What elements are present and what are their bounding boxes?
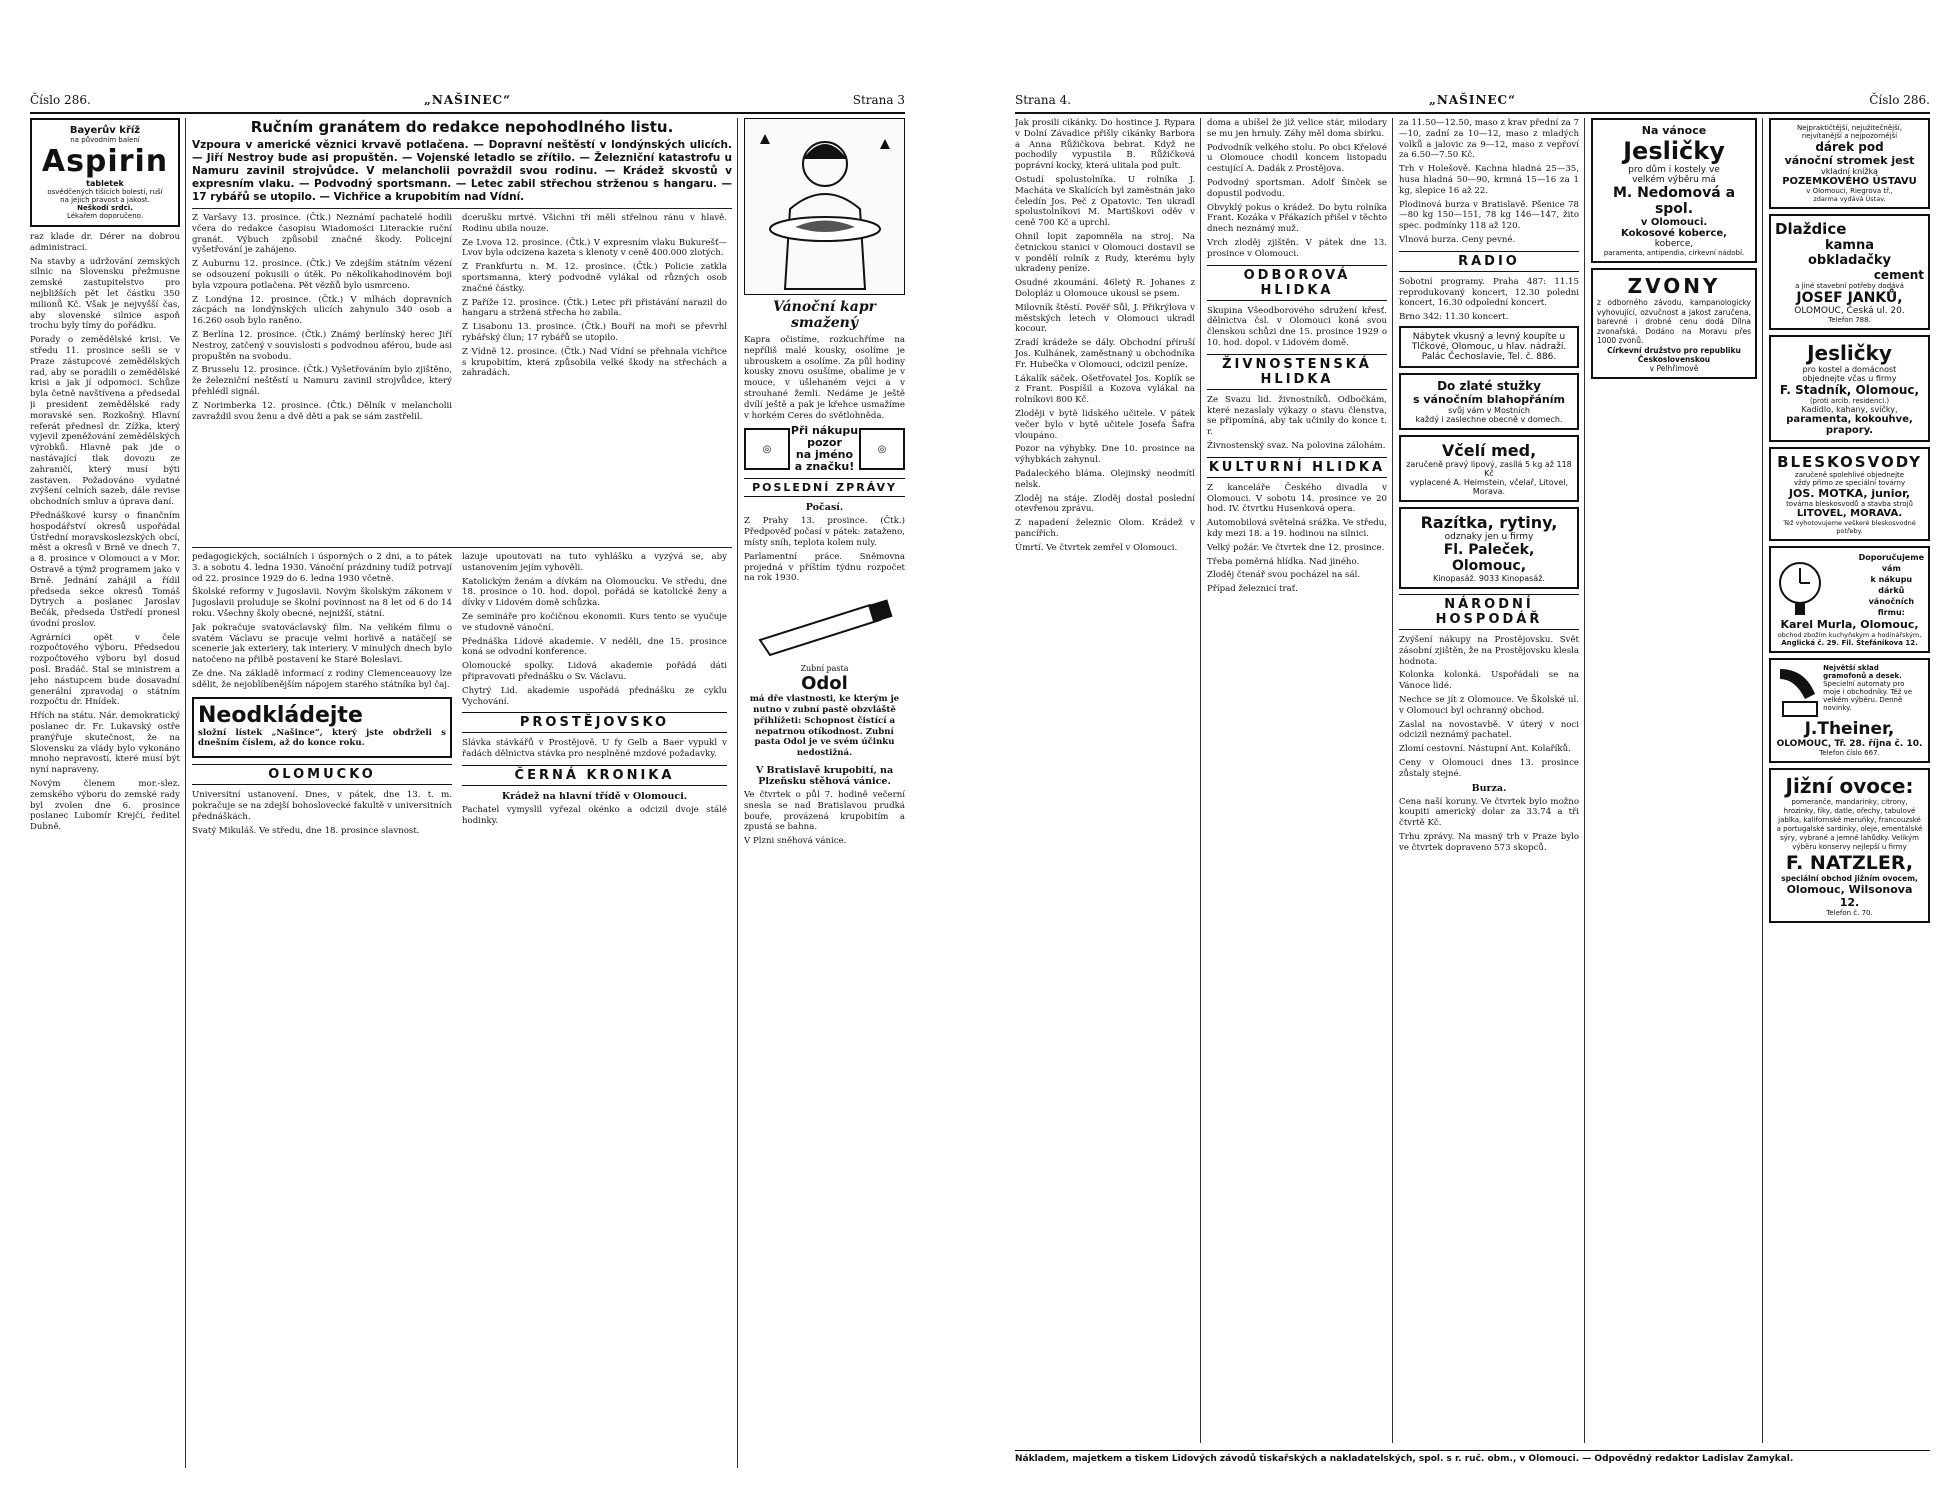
paragraph: Lákalík sáček. Ošetřovatel Jos. Koplík se z Frant. Pospíšil a Kozova vylákal na rolníkovi 800 Kč.	[1015, 373, 1195, 406]
divider	[192, 547, 732, 548]
paragraph: Ohnil lopit zapomněla na stroj. Na četnickou stanici v Olomouci dostavil se v pondělí rolník z Rudy, kterému byly ukradeny peníze.	[1015, 231, 1195, 275]
bleskosvody-line: vždy přímo ze speciální továrny	[1793, 479, 1906, 487]
clock-icon	[1775, 553, 1825, 618]
paragraph: Parlamentní práce. Sněmovna projedná v příštím týdnu rozpočet na rok 1930.	[744, 551, 905, 584]
main-headline: Ručním granátem do redakce nepohodlného listu.	[250, 118, 674, 136]
news-col-b	[462, 213, 727, 382]
paragraph: Z Paříže 12. prosince. (Čtk.) Letec při přistávání narazil do hangaru a stržená střecha ho zabila.	[462, 297, 727, 319]
theiner-line: velkém výběru. Denně novinky.	[1823, 696, 1903, 712]
paragraph: Nechce se jít z Olomouce. Ve Školské ul. v Olomouci byl ochranný obchod.	[1399, 694, 1579, 716]
janku-address: OLOMOUC, Česká ul. 20.	[1794, 306, 1905, 316]
paragraph: za 11.50—12.50, maso z krav přední za 7—10, zadní za 10—12, maso z mladých volků a jalovic za 9—12, maso z vepřoví za 6.50—7.50 Kč.	[1399, 118, 1579, 161]
stadnik-line: objednejte včas u firmy	[1802, 374, 1897, 383]
paragraph: raz klade dr. Dérer na dobrou administraci.	[30, 232, 180, 253]
nedomova-line: v Olomouci.	[1640, 217, 1708, 228]
paragraph: Velký požár. Ve čtvrtek dne 12. prosince.	[1207, 542, 1385, 553]
paragraph: Plodinová burza v Bratislavě. Pšenice 78—80 kg 150—151, 78 kg 146—147, žito spec. podmínky 118 až 120.	[1399, 199, 1579, 232]
theiner-line: gramofonů a desek.	[1823, 672, 1902, 680]
nedomova-line: pro dům i kostely ve	[1628, 165, 1720, 175]
theiner-text	[1823, 664, 1924, 712]
page-footer: Nákladem, majetkem a tiskem Lidových závodů tiskařských a nakladatelských, spol. s r. ruč. obm., v Olomouci. — Odpovědný redaktor Ladislav Zamykal.	[1015, 1450, 1930, 1464]
paragraph: Obvyklý pokus o krádež. Do bytu rolníka Frant. Kozáka v Přákazích přišel v těchto dnech neznámý muž.	[1207, 202, 1387, 235]
column-1	[1015, 118, 1195, 1443]
news-col-a	[192, 213, 452, 425]
ustav-line: zdarma vydává Ústav.	[1813, 195, 1886, 203]
ceres-text	[791, 425, 858, 473]
nedomova-line: Kokosové koberce,	[1621, 228, 1727, 239]
stadnik-line: Jesličky	[1807, 341, 1892, 365]
nabytek-ad	[1399, 326, 1579, 368]
paragraph: Automobilová světelná srážka. Ve středu, kdy mezi 18. a 19. hodinou na silnici.	[1207, 518, 1387, 539]
paragraph: Z Berlína 12. prosince. (Čtk.) Známý berlínský herec Jiří Nestroy, zatčený v souvislosti s podvodnou aférou, bude asi propuštěn na svobodu.	[192, 329, 452, 362]
aspirin-line: tabletek	[86, 179, 124, 188]
pocasi-subhead: Počasí.	[805, 502, 844, 514]
issue-number: Číslo 286.	[1869, 93, 1930, 107]
paragraph: Ceny v Olomouci dnes 13. prosince zůstaly stejné.	[1399, 757, 1579, 779]
paragraph: Universitní ustanovení. Dnes, v pátek, dne 13. t. m. pokračuje se na zdejší bohoslovecké fakultě v universitních přednáškách.	[192, 790, 452, 822]
page-number: Strana 4.	[1015, 93, 1072, 107]
stuzky-line: svůj vám v Mostních	[1448, 405, 1530, 415]
zvony-ad	[1591, 268, 1757, 379]
theiner-name: J.Theiner,	[1804, 719, 1895, 739]
stadnik-name: F. Stadník, Olomouc,	[1779, 383, 1920, 397]
section-odborova: ODBOROVÁ HLIDKA	[1207, 265, 1387, 301]
paragraph: Novým členem mor.-slez. zemského výboru do zemské rady byl zvolen dne 6. prosince poslanec Lubomír Krejčí, ředitel Dubně.	[30, 779, 180, 833]
bleskosvody-name: JOS. MOTKA, junior,	[1788, 487, 1911, 500]
bleskosvody-line: továrna bleskosvodů a stavba strojů	[1786, 500, 1913, 508]
section-kulturni: KULTURNÍ HLIDKA	[1207, 457, 1387, 478]
ceres-line: pozor	[807, 436, 842, 450]
palecek-line: Kinopasáž. 9033 Kinopasáž.	[1433, 573, 1545, 583]
vceli-med-name: Včelí med,	[1441, 440, 1537, 460]
theiner-phone: Telefon číslo 667.	[1819, 749, 1880, 757]
paragraph: Hřích na státu. Nár. demokratický poslanec dr. Fr. Lukavský ostře pranýřuje skutečnost, že na Slovensku za vlády bylo vykonáno mnoho nepravostí, které musí být nyní napraveny.	[30, 711, 180, 776]
ceres-logo-icon: ◎	[859, 428, 905, 470]
odol-line: Zubní pasta	[800, 664, 849, 674]
aspirin-line: na původním balení	[70, 136, 140, 144]
murla-line: Doporučujeme	[1858, 553, 1924, 562]
vceli-med-line: vyplacené A. Heimstein, včelař, Litovel, Morava.	[1409, 477, 1569, 496]
theiner-line: Specielní automaty pro	[1823, 680, 1905, 688]
aspirin-line: Neškodí srdci.	[77, 204, 133, 212]
stuzky-line: s vánočním blahopřáním	[1412, 392, 1565, 406]
nedomova-line: Na vánoce	[1641, 124, 1707, 137]
neodkladejte-box	[192, 697, 452, 759]
natzler-text: pomeranče, mandarinky, citrony, hrozinky, fíky, datle, ořechy, tabulové jablka, kalifornské meruňky, francouzské a portugalské sardinky, oleje, ementálské sýry, vybrané a jemné lahůdky. Velikým výběru konservy nejlepší u firmy	[1776, 798, 1923, 851]
murla-line: k nákupu	[1870, 575, 1913, 584]
aspirin-line: Lékařem doporučeno.	[66, 212, 144, 220]
nedomova-line: velkém výběru má	[1632, 175, 1716, 185]
paragraph: Cena naší koruny. Ve čtvrtek bylo možno koupiti americký dolar za 33.74 a tři čtvrtě Kč.	[1399, 796, 1579, 829]
aspirin-line: Bayerův kříž	[69, 125, 141, 136]
column-2	[1207, 118, 1387, 1443]
lower-col-b	[462, 552, 727, 830]
nedomova-line: koberce,	[1654, 239, 1694, 249]
palecek-ad	[1399, 507, 1579, 589]
paragraph: Podvodný sportsman. Adolf Šinček se dopustil podvodu.	[1207, 177, 1387, 199]
theiner-address: OLOMOUC, Tř. 28. října č. 10.	[1776, 739, 1923, 749]
column-rule	[1200, 118, 1201, 1443]
paragraph: Živnostenský svaz. Na polovina zálohám.	[1207, 440, 1386, 451]
zvony-line: v Pelhřimově	[1649, 363, 1699, 373]
paragraph: Porady o zemědělské krisi. Ve středu 11. prosince sešli se v Praze zástupcové zemědělských rad, aby se poradili o zemědělské krisi a jak jí odpomoci. Schůze byla četně navštívena a předsedal ji president zemědělské rady moravské sen. Rozkošný. Hlavní referát přednesl dr. Zížka, který vyjevil zpeněžování zemědělských výrobků. Hlavně pak jde o nastávající tlak dovozu ze zahraničí, který musí býti zastaven. Požadováno vydatné zvýšení celních sazeb, dále revise obchodních smluv a úprava daní.	[30, 335, 180, 508]
murla-line: firmu:	[1877, 608, 1905, 617]
paragraph: Ze Svazu lid. živnostníků. Odbočkám, které nezaslaly výkazy o stavu členstva, se připomíná, aby tak učinily do konce t. r.	[1207, 394, 1387, 438]
paragraph: Z kanceláře Českého divadla v Olomouci. V sobotu 14. prosince ve 20 hod. IV. čtvrtku Husenková opera.	[1207, 482, 1387, 515]
page-number: Strana 3	[852, 93, 905, 107]
paragraph: Trhu zprávy. Na masný trh v Praze bylo ve čtvrtek dopraveno 573 skopců.	[1399, 831, 1579, 853]
column-5-ads	[1769, 118, 1930, 1443]
natzler-name: F. NATZLER,	[1785, 852, 1914, 874]
ustav-line: vkladní knížka	[1821, 167, 1878, 176]
paragraph: V Plzni sněhová vánice.	[744, 836, 847, 847]
nedomova-ad	[1591, 118, 1757, 263]
page-right	[1015, 90, 1930, 1470]
paragraph: Osudné zkoumání. 46letý R. Johanes z Dolopláz u Olomouce ukousl se psem.	[1015, 278, 1195, 299]
column-3	[1399, 118, 1579, 1443]
paragraph: Vlnová burza. Ceny pevné.	[1399, 234, 1516, 245]
paragraph: Zloděj čtenář svou pocházel na sál.	[1207, 570, 1361, 581]
odol-ad	[744, 590, 905, 759]
bleskosvody-line: Též vyhotovujeme veškeré bleskosvodné potřeby.	[1783, 519, 1916, 535]
nedomova-line: paramenta, antipendia, církevní nádobí.	[1603, 249, 1745, 257]
column-rule	[1584, 118, 1585, 1443]
kronika-subhead: Krádež na hlavní třídě v Olomouci.	[501, 790, 688, 802]
section-zivnostenska: ŽIVNOSTENSKÁ HLIDKA	[1207, 354, 1387, 390]
neodkladejte-title: Neodkládejte	[198, 702, 363, 728]
paragraph: Pozor na výhybky. Dne 10. prosince na výhybkách zahynul.	[1015, 444, 1195, 466]
page-header	[1015, 90, 1930, 114]
odol-tube-icon	[750, 590, 900, 660]
paragraph: Brno 342: 11.30 koncert.	[1399, 312, 1509, 323]
janku-phone: Telefon 788.	[1828, 316, 1871, 324]
palecek-line: Razítka, rytiny,	[1420, 512, 1558, 532]
paragraph: pedagogických, sociálních i úsporných o 2 dni, a to pátek 3. a sobotu 4. ledna 1930. Vánoční prázdniny tudíž potrvají od 22. prosince 1929 do 6. ledna 1930 včetně.	[192, 552, 452, 584]
paragraph: Zvýšení nákupy na Prostějovsku. Svět zásobní zjištěn, že na Prostějovsku klesla hodnota.	[1399, 634, 1579, 667]
janku-line: Dlaždice	[1775, 220, 1847, 238]
stadnik-line: Kadidlo, kahany, svíčky,	[1801, 405, 1898, 414]
murla-ad	[1769, 546, 1930, 653]
nabytek-text: Nábytek vkusný a levný koupíte u Tlčkové, Olomouc, u hlav. nádraží. Palác Čechoslavie, Tel. č. 886.	[1411, 331, 1567, 362]
theiner-line: moje i obchodníky. Též ve	[1823, 688, 1913, 696]
natzler-ad	[1769, 768, 1930, 923]
aspirin-line: osvědčených tišících bolestí, ruší	[47, 188, 163, 196]
paragraph: Ze dne. Na základě informací z rodiny Clemenceauovy lze sdělit, že nejoblíbenějším nápojem starého státníka byl čaj.	[192, 668, 452, 690]
paragraph: Z Lisabonu 13. prosince. (Čtk.) Bouří na moři se převrhl rybářský člun; 17 rybářů se utopilo.	[462, 322, 727, 343]
ustav-line: v Olomouci, Riegrova tř.,	[1806, 187, 1893, 195]
paragraph: Zaslal na novostavbě. V úterý v noci odcizil neznámý pachatel.	[1399, 719, 1579, 741]
janku-line: cement	[1873, 268, 1924, 282]
stadnik-line: paramenta, kokouhve, prapory.	[1786, 414, 1913, 436]
ceres-line: a značku!	[794, 460, 855, 474]
pozemkovy-ustav-ad	[1769, 118, 1930, 209]
bratislava-subhead: V Bratislavě krupobití, na Plzeňsku stěhová vánice.	[755, 764, 894, 787]
paragraph: Z Varšavy 13. prosince. (Čtk.) Neznámí pachatelé hodili včera do redakce časopisu Wiadomości Literackie ruční granát. Výbuch způsobil značné škody. Policejní vyšetřování je zahájeno.	[192, 213, 452, 256]
carp-illustration	[744, 118, 905, 295]
main-story-block	[192, 118, 732, 1468]
paragraph: Ze Lvova 12. prosince. (Čtk.) V expresním vlaku Bukurešť—Lvov byla odcizena kazeta s klenoty v ceně 400.000 zlotých.	[462, 237, 727, 259]
neodkladejte-text: složní lístek „Našince“, který jste obdrželi s dnešním číslem, až do konce roku.	[198, 727, 446, 749]
paragraph: Zloděj na stáje. Zloděj dostal poslední otevřenou zprávu.	[1015, 493, 1195, 515]
paragraph: Chytrý Lid. akademie uspořádá přednášku ze cyklu Vychování.	[462, 685, 727, 707]
ceres-logo-icon: ◎	[744, 428, 790, 470]
ceres-line: na jméno	[795, 448, 854, 462]
burza-subhead: Burza.	[1471, 782, 1507, 794]
paragraph: Úmrtí. Ve čtvrtek zemřel v Olomouci.	[1015, 542, 1178, 553]
murla-line: vám	[1881, 564, 1901, 573]
palecek-line: odznaky jen u firmy	[1444, 531, 1534, 542]
paragraph: Trh v Holešově. Kachna hladná 25—35, husa hladná 50—90, krmná 15—16 za 1 kg, slepice 16 až 22.	[1399, 164, 1579, 196]
column-1	[30, 118, 180, 1468]
paragraph: Z Frankfurtu n. M. 12. prosince. (Čtk.) Policie zatkla sportsmanna, který podvodně vylákal od různých osob značné částky.	[462, 262, 727, 294]
ustav-name: POZEMKOVÉHO ÚSTAVU	[1782, 176, 1917, 187]
news-columns	[192, 213, 732, 543]
section-narodni: NÁRODNÍ HOSPODÁŘ	[1399, 594, 1579, 630]
paragraph: Školské reformy v Jugoslavii. Novým školským zákonem v Jugoslavii proluduje se školní povinnost na 8 let od 6 do 14 roku. Všechny školy obecné, nejnižší, státní.	[192, 587, 452, 619]
theiner-ad	[1769, 658, 1930, 763]
paragraph: Z napadení železnic Olom. Krádež v pancířích.	[1015, 518, 1195, 539]
bleskosvody-line: LITOVEL, MORAVA.	[1796, 508, 1903, 519]
section-posledni-zpravy: POSLEDNÍ ZPRÁVY	[744, 478, 905, 497]
janku-name: JOSEF JANKŮ,	[1796, 290, 1903, 306]
paragraph: dcerušku mrtvé. Všichni tři měli střelnou ránu v hlavě. Rodinu ubila nouze.	[462, 213, 727, 234]
stadnik-line: pro kostel a domácnost	[1802, 365, 1897, 374]
column-rule	[737, 118, 738, 1468]
paragraph: Jak pokračuje svatováclavský film. Na velikém filmu o svatém Václavu se pracuje velmi horlivě a natáčejí se scenerie jak exteriery, tak interiery. V minulých dnech bylo natočeno na přilbě postavení ke Staré Boleslavi.	[192, 622, 452, 666]
murla-top	[1775, 552, 1924, 618]
lower-columns	[192, 552, 732, 1468]
murla-slogan	[1859, 552, 1924, 618]
natzler-line: Jižní ovoce:	[1785, 774, 1914, 798]
paragraph: Agrárníci opět v čele rozpočtového výboru. Předsedou rozpočtového výboru byl dosud posl. Bradáč. Stal se ministrem a jeho nástupcem bude dosavadní generální zpravodaj o státním rozpočtu dr. Hnídek.	[30, 632, 180, 708]
nedomova-name: M. Nedomová a spol.	[1612, 185, 1736, 217]
paragraph: Třeba poměrná hlídka. Nad jiného.	[1207, 556, 1360, 567]
odol-brand: Odol	[801, 673, 848, 695]
newspaper-title: „NAŠINEC“	[1428, 93, 1517, 107]
vanocni-kapr-title: Vánoční kapr smažený	[773, 299, 876, 331]
aspirin-line: na jejich pravost a jakost.	[60, 196, 150, 204]
murla-line: dárků	[1878, 586, 1905, 595]
column-rule	[1762, 118, 1763, 1443]
paragraph: doma a ubíšel že již velice stár, milodary se mu jen hrnuly. Záhy měl doma sbírku.	[1207, 118, 1387, 139]
ustav-line: Nejpraktičtější, nejužitečnější,	[1797, 124, 1902, 132]
zvony-text: z odborného závodu, kampanologicky vyhovující, ozvučnost a jakost zaručena, barevné i drobné cenu dodá Dílna zvonařská. Dodáno na Moravu přes 1000 zvonů.	[1597, 298, 1751, 345]
paragraph: Kolonka kolonká. Uspořádali se na Vánoce lidé.	[1399, 670, 1579, 692]
page-header	[30, 90, 905, 114]
ustav-line: vánoční stromek jest	[1784, 154, 1915, 167]
gramophone-icon	[1775, 664, 1819, 719]
ustav-line: dárek pod	[1815, 140, 1884, 154]
page-left	[30, 90, 905, 1470]
paragraph: Ve čtvrtek o půl 7. hodině večerní snesla se nad Bratislavou prudká bouře, provázená krupobitím a zpustá se bahna.	[744, 789, 905, 833]
paragraph: Z Brusselu 12. prosince. (Čtk.) Vyšetřováním bylo zjištěno, že železniční neštěstí u Namuru zavinil strojvůdce, který přehlédl signál.	[192, 365, 452, 397]
ceres-line: Při nákupu	[790, 424, 859, 438]
ustav-line: nejvítanější a nejpozornější	[1801, 132, 1898, 140]
bleskosvody-ad	[1769, 447, 1930, 541]
paragraph: Z Londýna 12. prosince. (Čtk.) V mlhách dopravních zácpách na londýnských ulicích zahynulo 340 osob a 16.260 osob bylo raněno.	[192, 294, 452, 327]
theiner-top	[1775, 664, 1924, 719]
paragraph: Svatý Mikuláš. Ve středu, dne 18. prosince slavnost.	[192, 825, 420, 836]
paragraph: Pachatel vymyslil vyřezal okénko a odcizil dvoje stálé hodinky.	[462, 804, 727, 826]
paragraph: Milovník štěstí. Pověř Sůl, J. Přikrýlova v městských letech v Olomouci ukradl kocour.	[1015, 302, 1195, 335]
aspirin-brand: Aspirin	[41, 144, 169, 179]
column-4-ads	[1591, 118, 1757, 1443]
murla-line: vánočních	[1868, 597, 1915, 606]
paragraph: Podvodník velkého stolu. Po obci Křelové u Olomouce chodil koncem listopadu cestující A. Dadák z Prostějova.	[1207, 142, 1387, 175]
paragraph: Padaleckého bláma. Olejinský neodmítl nelsk.	[1015, 468, 1195, 490]
murla-line: obchod zbožím kuchyňským a hodinářským,	[1777, 631, 1922, 639]
paragraph: Ostudí spolustolníka. U rolníka J. Macháta ve Skalících byl zaměstnán jako čeledín Jos. Peč z Opatovic. Ten ukradl spolustolníkovi M. Martiškovi oděv v ceně 700 Kč a uprchl.	[1015, 174, 1195, 229]
stuzky-line: každý i zaslechne obecně v domech.	[1415, 414, 1563, 424]
section-radio: RADIO	[1399, 251, 1579, 272]
vceli-med-line: zaručeně pravý lipový, zasílá 5 kg až 118 Kč	[1406, 459, 1572, 478]
issue-number: Číslo 286.	[30, 93, 91, 107]
stadnik-ad	[1769, 335, 1930, 442]
janku-ad	[1769, 214, 1930, 330]
natzler-phone: Telefon č. 70.	[1826, 909, 1873, 917]
paragraph: Vrch zloděj zjištěn. V pátek dne 13. prosince v Olomouci.	[1207, 237, 1387, 259]
janku-line: a jiné stavební potřeby dodává	[1795, 282, 1904, 290]
section-prostejovsko: PROSTĚJOVSKO	[462, 712, 727, 733]
stadnik-line: (proti arcib. residenci.)	[1809, 397, 1890, 405]
paragraph: Na stavby a udržování zemských silnic na Slovensku přežmusne zemské zastupitelstvo pro nejbližších pět let částku 350 milionů Kč. Však je nejvyšší čas, aby slovenské silnice aspoň trochu byly tímy do pořádku.	[30, 256, 180, 332]
paragraph: Z Auburnu 12. prosince. (Čtk.) Ve zdejším státním vězení se odsouzení pokusili o útěk. Po několikahodinovém boji byla vzpoura potlačena. Pět vězňů bylo usmrceno.	[192, 259, 452, 291]
section-olomucko: OLOMUCKO	[192, 764, 452, 785]
stuzky-line: Do zlaté stužky	[1437, 378, 1541, 393]
nedomova-line: Jesličky	[1623, 137, 1725, 165]
newspaper-title: „NAŠINEC“	[423, 93, 512, 107]
paragraph: Zlomí cestovní. Nástupní Ant. Kolaříků.	[1399, 744, 1571, 755]
column-rule	[1392, 118, 1393, 1443]
bleskosvody-line: zaručeně spolehlivé objednejte	[1794, 471, 1905, 479]
odol-text: má dře vlastnosti, ke kterým je nutno v zubní pastě obzvláště přihlížeti: Schopnost čistící a nepatrnou otíkodnost. Zubní pasta Odol je ve svém účinku nedostižná.	[749, 694, 900, 759]
paragraph: Případ železnicí trať.	[1207, 584, 1298, 595]
paragraph: Sobotní programy. Praha 487: 11.15 reprodukovaný koncert, 12.30 poledni koncert, 16.30 odpolední koncert.	[1399, 276, 1579, 309]
janku-line: kamna	[1825, 238, 1874, 253]
paragraph: Z Prahy 13. prosince. (Čtk.) Předpověď počasí v pátek: zataženo, místy sníh, teplota kolem nuly.	[744, 516, 905, 548]
main-deck: Vzpoura v americké věznici krvavě potlačena. — Dopravní neštěstí v londýnských ulicích. — Jiří Nestroy bude asi propuštěn. — Vojenské letadlo se zřítilo. — Železniční katastrofu u Namuru zavinil strojvůdce. V melancholii povraždil svou rodinu. — Krádež skvostů v expresním vlaku. — Podvodný sportsmann. — Letec zabil střechou strženou s hangaru. — 17 rybářů se utopilo. — Vichřice a krupobitím nad Vídní.	[192, 139, 732, 203]
paragraph: Ze semináře pro kočičnou ekonomii. Kurs tento se vyučuje ve studovně vánoční.	[462, 611, 727, 633]
zvony-line: Církevní družstvo pro republiku Československou	[1607, 345, 1741, 364]
stuzky-ad	[1399, 373, 1579, 430]
paragraph: Olomoucké spolky. Lidová akademie pořádá dáti připravovati přednášku o Sv. Václavu.	[462, 661, 727, 682]
paragraph: Jak prosili cikánky. Do hostince J. Rypara v Dolní Závadice přišly cikánky Barbora a Anna Růžičkova bebrat. Když ne pochodily vypustila B. Růžičková poprávní kocky, která ulitala pod pult.	[1015, 118, 1195, 172]
lower-col-a	[192, 552, 452, 839]
divider	[192, 208, 732, 209]
section-cerna-kronika: ČERNÁ KRONIKA	[462, 765, 727, 786]
paragraph: lazuje upoutovati na tuto vyhlášku a vyzývá se, aby ustanovením jejím vyhověli.	[462, 552, 727, 573]
murla-name: Karel Murla, Olomouc,	[1780, 618, 1919, 631]
recipe-text: Kapra očistíme, rozkuchříme na nepříliš malé kousky, osolíme je ubrouskem a osolíme. Za půl hodiny kousky znovu osušíme, obalíme je v mouce, v ušlehaném vejci a v strouhané žemli. Nedáme je ještě dvílí ještě a pak je křehce usmažíme v horkém Ceres do světlohněda.	[744, 335, 905, 421]
paragraph: Slávka stávkářů v Prostějově. U fy Gelb a Baer vypukl v řadách dělnictva stávka pro nesplněné mzdové požadavky.	[462, 738, 727, 760]
natzler-line: speciální obchod jižním ovocem,	[1781, 874, 1918, 883]
paragraph: Přednáška Lidové akademie. V neděli, dne 15. prosince koná se odvodní konference.	[462, 636, 727, 658]
paragraph: Zloději v bytě lidského učitele. V pátek večer bylo v bytě učitele Josefa Šafra vloupáno.	[1015, 408, 1195, 441]
vceli-med-ad	[1399, 435, 1579, 502]
ceres-ad	[744, 425, 905, 473]
janku-line: obkladačky	[1807, 253, 1891, 268]
natzler-address: Olomouc, Wilsonova 12.	[1786, 883, 1913, 909]
bleskosvody-title: BLESKOSVODY	[1777, 453, 1922, 471]
paragraph: Katolickým ženám a dívkám na Olomoucku. Ve středu, dne 18. prosince o 10. hod. dopol. pořádá se katolické ženy a dívky v Lidovém domě schůzka.	[462, 576, 727, 609]
aspirin-ad	[30, 118, 180, 227]
paragraph: Z Norimberka 12. prosince. (Čtk.) Dělník v melancholii zavraždil svou ženu a dvě děti a pak se sám zastřelil.	[192, 400, 452, 422]
cook-carrying-carp-icon	[745, 119, 905, 294]
column-rule	[185, 118, 186, 1468]
page-gutter	[930, 0, 1000, 1500]
paragraph: Přednáškové kursy o finančním hospodářství okresů uspořádal Ústřední moravskoslezských obcí, měst a okresů v Brně ve dnech 7. a 8. prosince v Olomouci a v Mor. Ostravě a týmž programem jako v Brně. Jednání zahájil a řídil předseda sekce okresů Tomáš Dytrych a poslanec Jaroslav Bečák, předseda Ústředí pronesl úvodní proslov.	[30, 510, 180, 629]
palecek-name: Fl. Paleček, Olomouc,	[1443, 541, 1535, 574]
murla-address: Anglická č. 29. Fil. Štefánikova 12.	[1781, 639, 1918, 647]
column-5	[744, 118, 905, 1468]
theiner-line: Největší sklad	[1823, 664, 1879, 672]
paragraph: Z Vídně 12. prosince. (Čtk.) Nad Vídní se přehnala vichřice s krupobitím, která způsobila velké škody na střechách a zahradách.	[462, 346, 727, 379]
paragraph: Skupina Všeodborového sdružení křesť. dělnictva čsl. v Olomouci koná svou členskou schůzi dne 15. prosince 1929 o 10. hod. dopol. v Lidovém domě.	[1207, 305, 1387, 348]
zvony-title: ZVONY	[1627, 274, 1721, 298]
paragraph: Zradí krádeže se dály. Obchodní příruší Jos. Kulhánek, zaměstnaný u obchodníka Fr. Hubečka v Olomouci, odcizil peníze.	[1015, 338, 1195, 370]
